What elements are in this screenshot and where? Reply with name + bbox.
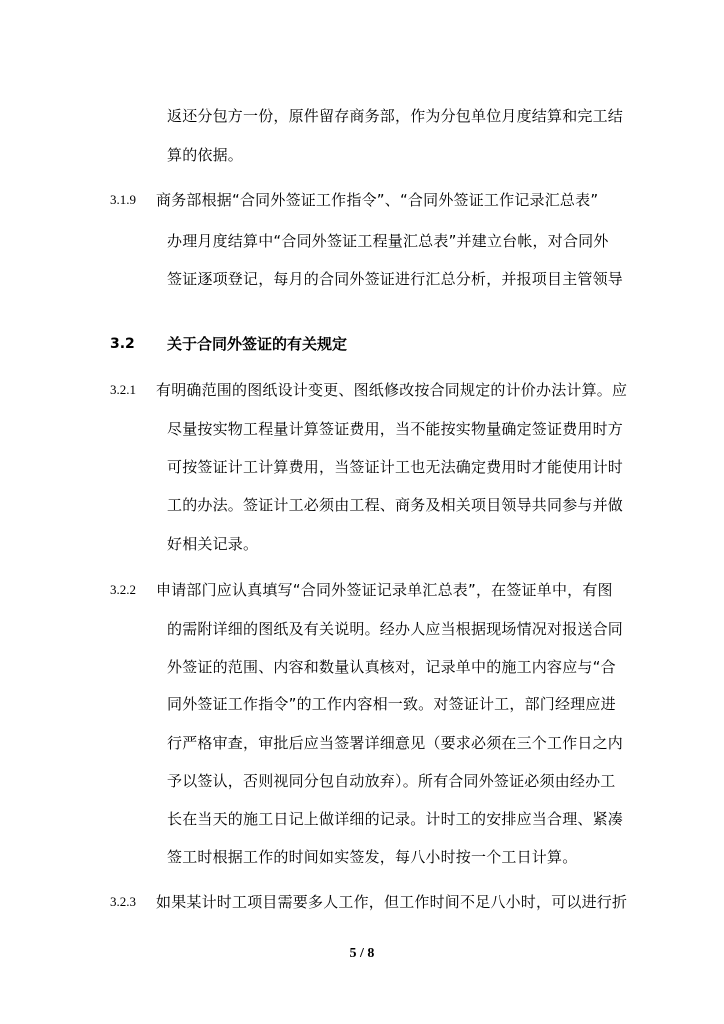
- paragraph-line: 同外签证工作指令”的工作内容相一致。对签证计工，部门经理应进: [167, 695, 616, 713]
- clause-number: 3.2.2: [110, 582, 136, 597]
- clause-number: 3.2.3: [110, 894, 136, 909]
- paragraph-line: 可按签证计工计算费用，当签证计工也无法确定费用时才能使用计时: [167, 458, 624, 476]
- paragraph-line: 签工时根据工作的时间如实签发，每八小时按一个工日计算。: [167, 848, 578, 866]
- paragraph-line: 办理月度结算中“合同外签证工程量汇总表”并建立台帐，对合同外: [167, 232, 609, 250]
- paragraph-line: 商务部根据“合同外签证工作指令”、“合同外签证工作记录汇总表”: [156, 191, 599, 209]
- paragraph-line: 有明确范围的图纸设计变更、图纸修改按合同规定的计价办法计算。应: [156, 381, 628, 399]
- paragraph-line: 外签证的范围、内容和数量认真核对，记录单中的施工内容应与“合: [167, 658, 616, 676]
- paragraph-line: 好相关记录。: [167, 535, 259, 553]
- paragraph-line: 的需附详细的图纸及有关说明。经办人应当根据现场情况对报送合同: [167, 620, 624, 638]
- clause-number: 3.2.1: [110, 382, 136, 397]
- paragraph-line: 返还分包方一份，原件留存商务部，作为分包单位月度结算和完工结: [167, 107, 624, 125]
- section-title: 关于合同外签证的有关规定: [167, 335, 348, 353]
- paragraph-line: 如果某计时工项目需要多人工作，但工作时间不足八小时，可以进行折: [156, 893, 628, 911]
- section-number: 3.2: [110, 336, 135, 352]
- paragraph-line: 长在当天的施工日记上做详细的记录。计时工的安排应当合理、紧凑: [167, 810, 624, 828]
- paragraph-line: 行严格审查，审批后应当签署详细意见（要求必须在三个工作日之内: [167, 734, 624, 752]
- paragraph-line: 尽量按实物工程量计算签证费用，当不能按实物量确定签证费用时方: [167, 420, 624, 438]
- paragraph-line: 工的办法。签证计工必须由工程、商务及相关项目领导共同参与并做: [167, 496, 624, 514]
- page-number: 5 / 8: [349, 946, 375, 961]
- paragraph-line: 算的依据。: [167, 146, 244, 164]
- clause-number: 3.1.9: [110, 192, 136, 207]
- paragraph-line: 申请部门应认真填写“合同外签证记录单汇总表”，在签证单中，有图: [156, 581, 613, 599]
- paragraph-line: 予以签认，否则视同分包自动放弃）。所有合同外签证必须由经办工: [167, 772, 616, 790]
- paragraph-line: 签证逐项登记，每月的合同外签证进行汇总分析，并报项目主管领导: [167, 270, 624, 288]
